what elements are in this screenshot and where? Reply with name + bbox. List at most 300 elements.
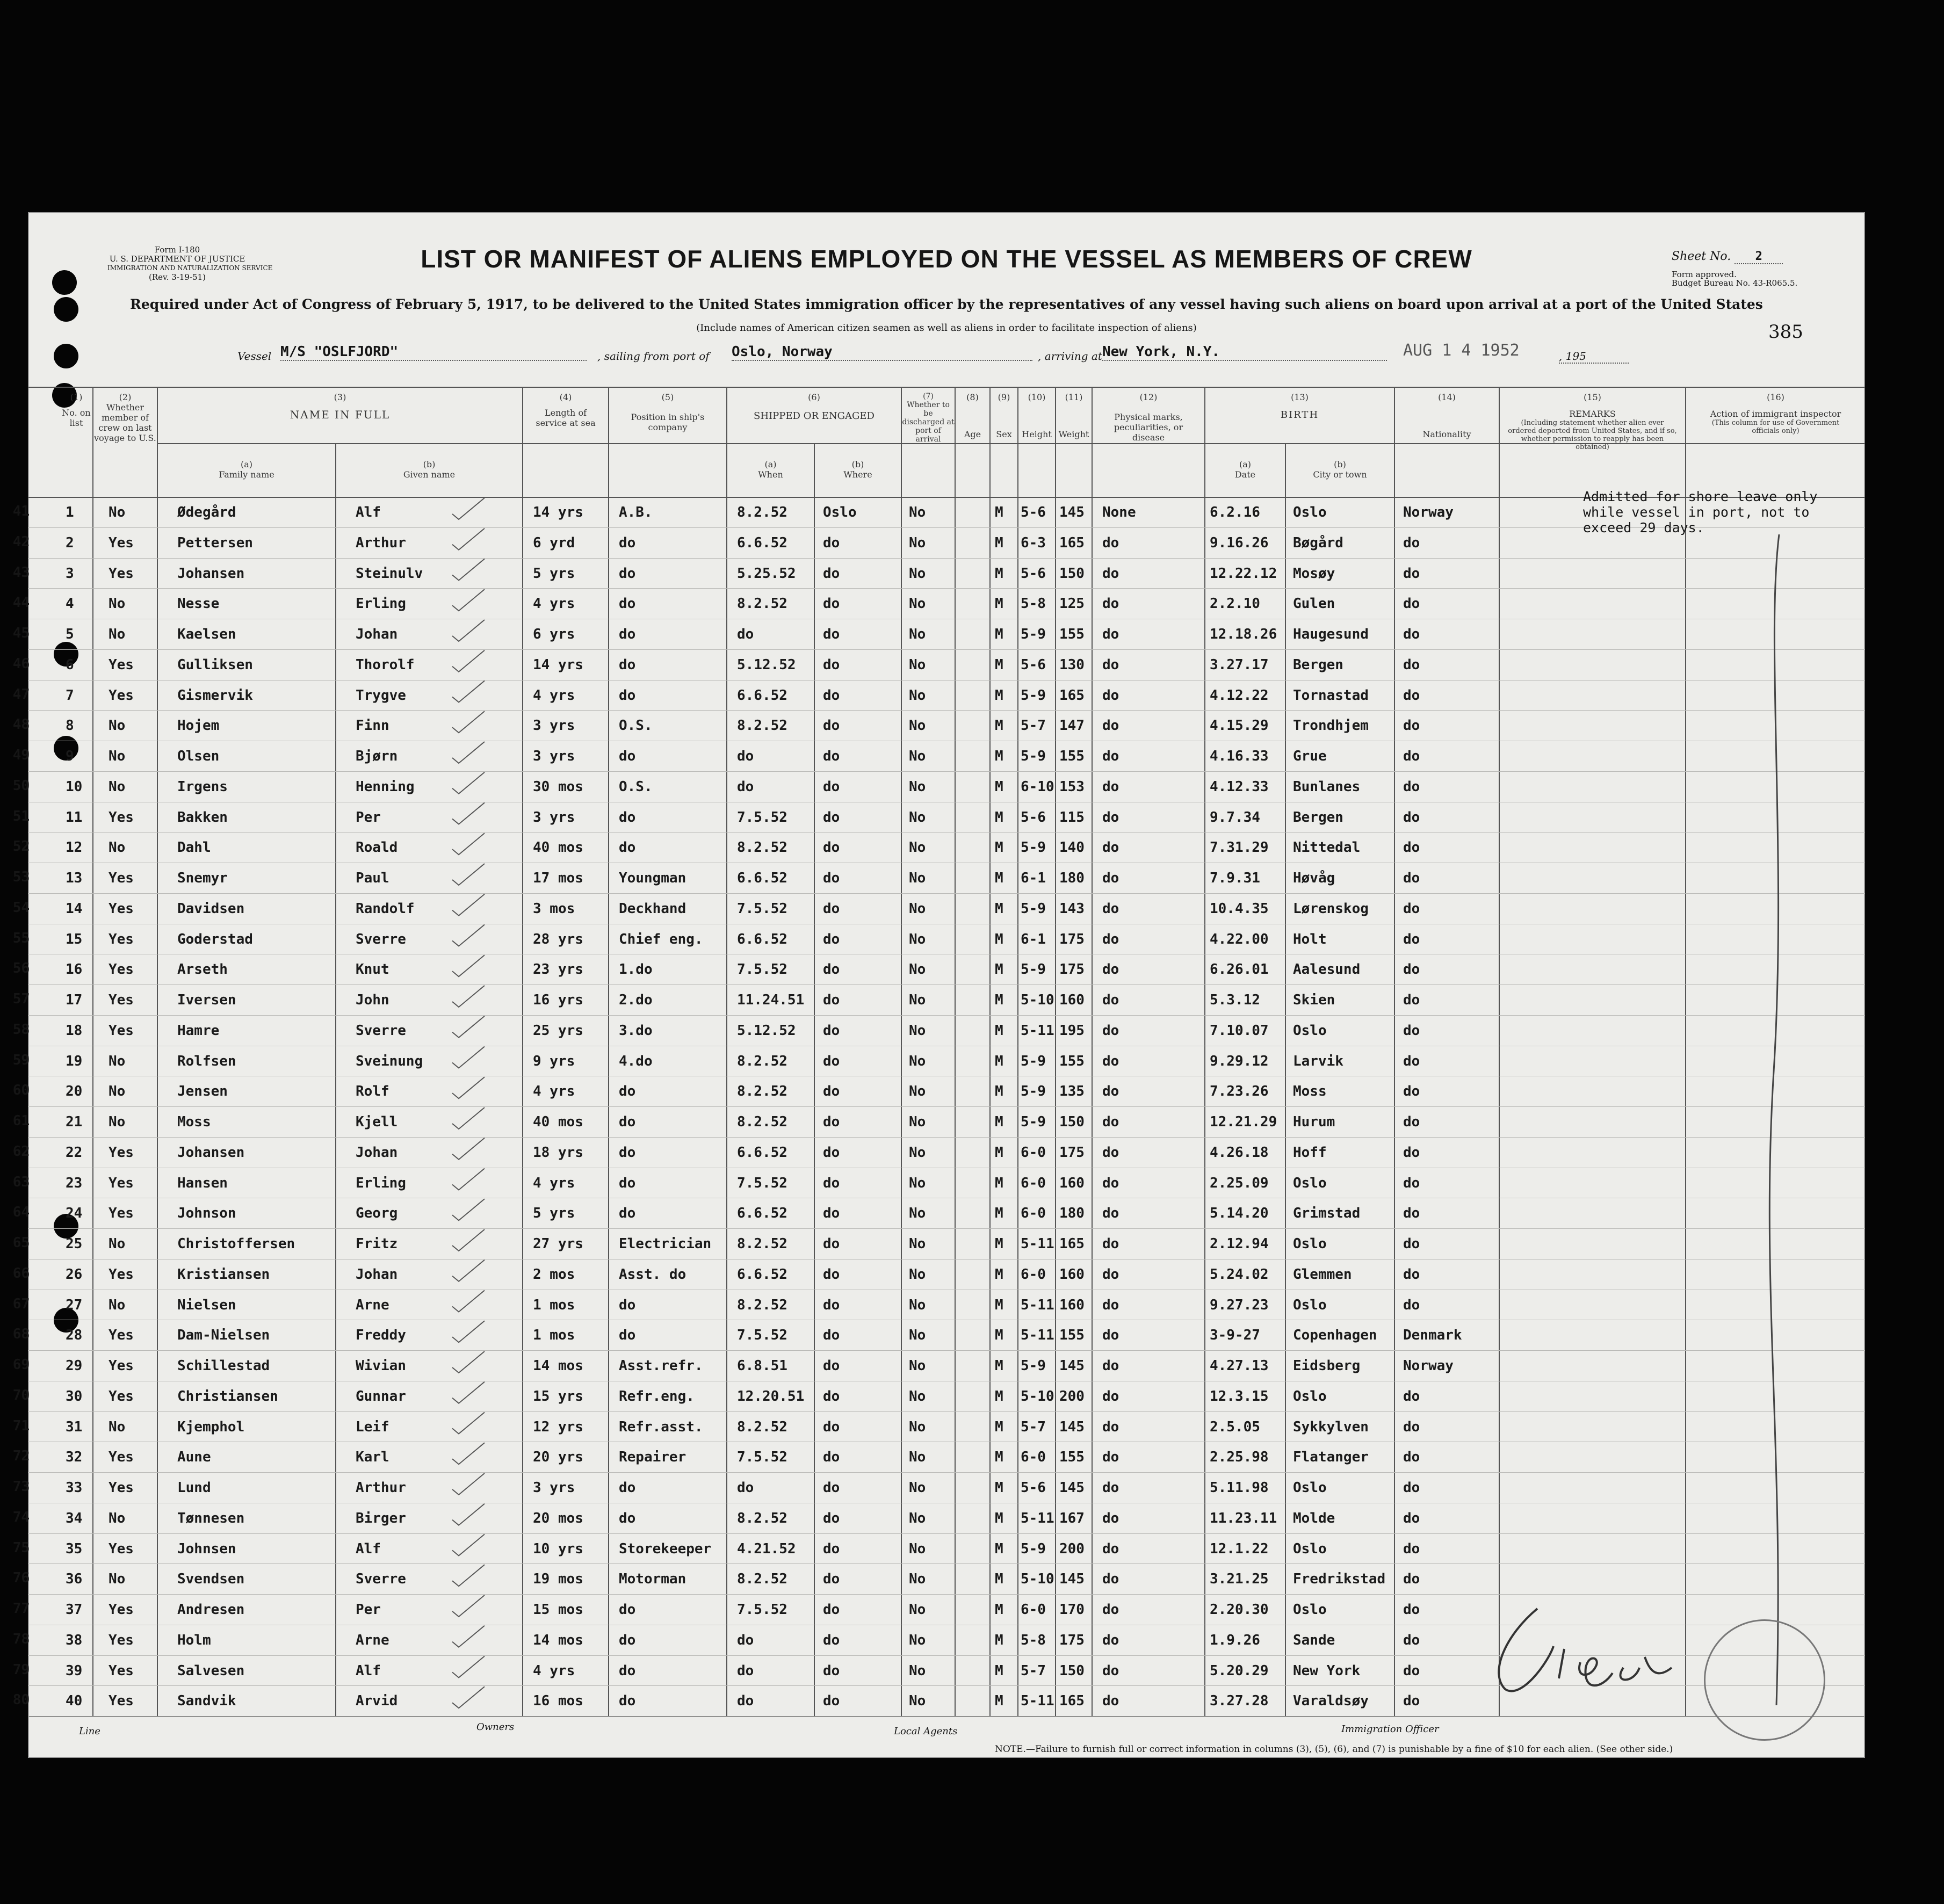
service-length-cell: 4 yrs [533,1083,575,1100]
family-name-cell: Rolfsen [177,1053,236,1069]
check-mark [452,1229,485,1251]
given-name-cell: Gunnar [356,1388,406,1405]
line-number: 68 [12,1326,30,1343]
sheet-no-label [1672,250,1783,264]
prev-voyage-cell: Yes [109,1175,134,1191]
shipped-where-cell: do [823,626,840,642]
check-mark [452,650,485,672]
nationality-cell: do [1403,1114,1420,1130]
prev-voyage-cell: Yes [109,1602,134,1618]
list-number-cell: 18 [66,1022,83,1039]
line-number: 54 [12,899,30,916]
family-name-cell: Nielsen [177,1297,236,1313]
table-row [12,924,1865,955]
family-name-cell: Lund [177,1480,211,1496]
weight-cell: 175 [1059,1632,1085,1648]
weight-cell: 155 [1059,1327,1085,1344]
given-name-cell: Sverre [356,1571,406,1588]
line-number: 56 [12,960,30,977]
nationality-cell: do [1403,1693,1420,1710]
sex-cell: M [995,1358,1003,1374]
sex-cell: M [995,1053,1003,1069]
sex-cell: M [995,1175,1003,1191]
table-row [12,984,1865,1016]
given-name-cell: Per [356,1602,381,1618]
given-name-cell: Sverre [356,1022,406,1039]
list-number-cell: 23 [66,1175,83,1191]
nationality-cell: do [1403,1236,1420,1252]
departure-port: Oslo, Norway [732,344,1032,361]
given-name-cell: Birger [356,1510,406,1526]
sex-cell: M [995,1297,1003,1313]
birth-city-cell: Gulen [1293,596,1335,612]
table-row [12,863,1865,894]
nationality-cell: do [1403,596,1420,612]
list-number-cell: 36 [66,1571,83,1588]
birth-date-cell: 3.27.28 [1210,1693,1269,1710]
check-mark [452,1565,485,1586]
family-name-cell: Jensen [177,1083,228,1100]
nationality-cell: do [1403,1602,1420,1618]
family-name-cell: Kristiansen [177,1266,270,1283]
weight-cell: 160 [1059,1175,1085,1191]
height-cell: 6-10 [1021,778,1054,795]
prev-voyage-cell: Yes [109,900,134,917]
weight-cell: 155 [1059,1053,1085,1069]
list-number-cell: 29 [66,1358,83,1374]
service-line: IMMIGRATION AND NATURALIZATION SERVICE [107,264,273,272]
discharge-cell: No [909,1510,926,1526]
arrival-port: New York, N.Y. [1102,344,1387,361]
discharge-cell: No [909,1144,926,1161]
line-number: 57 [12,991,30,1007]
family-name-cell: Gulliksen [177,656,253,673]
height-cell: 6-3 [1021,534,1046,551]
nationality-cell: do [1403,961,1420,978]
birth-city-cell: Hurum [1293,1114,1335,1130]
table-top-rule [28,387,1865,388]
shipped-where-cell: do [823,1662,840,1679]
shipped-where-cell: do [823,931,840,947]
check-mark [452,589,485,611]
shipped-where-cell: do [823,1480,840,1496]
line-number: 70 [12,1387,30,1403]
table-row [12,1259,1865,1290]
family-name-cell: Tønnesen [177,1510,245,1526]
check-mark [452,1291,485,1312]
check-mark [452,955,485,976]
birth-city-cell: Tornastad [1293,687,1369,704]
sex-cell: M [995,778,1003,795]
family-name-cell: Bakken [177,809,228,826]
weight-cell: 130 [1059,656,1085,673]
table-row [12,619,1865,650]
weight-cell: 147 [1059,718,1085,734]
height-cell: 5-10 [1021,1388,1054,1405]
discharge-cell: No [909,1358,926,1374]
marks-cell: do [1102,1418,1119,1435]
col3a-header: (a) Family name [219,459,274,480]
nationality-cell: do [1403,1418,1420,1435]
nationality-cell: do [1403,1083,1420,1100]
given-name-cell: Erling [356,596,406,612]
birth-date-cell: 4.12.22 [1210,687,1269,704]
shipped-when-cell: 7.5.52 [737,961,787,978]
nationality-cell: do [1403,1266,1420,1283]
list-number-cell: 20 [66,1083,83,1100]
table-row [12,588,1865,619]
birth-city-cell: Oslo [1293,1297,1327,1313]
position-cell: Asst. do [619,1266,686,1283]
subtitle: Required under Act of Congress of February 5, 1917, to be delivered to the United States immigration officer by the representatives of any vessel having such aliens on board upon arrival at a port of the United States [130,296,1763,312]
discharge-cell: No [909,1662,926,1679]
shipped-when-cell: do [737,1480,754,1496]
shipped-when-cell: 8.2.52 [737,596,787,612]
shipped-when-cell: 8.2.52 [737,1297,787,1313]
family-name-cell: Dam-Nielsen [177,1327,270,1344]
prev-voyage-cell: Yes [109,1388,134,1405]
marks-cell: do [1102,1297,1119,1313]
officer-signature [1473,1598,1677,1705]
table-row [12,832,1865,863]
given-name-cell: Erling [356,1175,406,1191]
line-number: 80 [12,1692,30,1708]
family-name-cell: Christoffersen [177,1236,295,1252]
prev-voyage-cell: No [109,1053,126,1069]
service-length-cell: 14 yrs [533,504,583,520]
birth-date-cell: 2.25.98 [1210,1449,1269,1466]
shipped-where-cell: do [823,1632,840,1648]
vessel-name: M/S "OSLFJORD" [280,344,587,361]
discharge-cell: No [909,1571,926,1588]
shipped-when-cell: 7.5.52 [737,1327,787,1344]
discharge-cell: No [909,1114,926,1130]
weight-cell: 150 [1059,565,1085,582]
table-row [12,1228,1865,1259]
service-length-cell: 5 yrs [533,1205,575,1222]
shipped-where-cell: do [823,1693,840,1710]
line-number: 59 [12,1052,30,1068]
given-name-cell: Arthur [356,1480,406,1496]
prev-voyage-cell: Yes [109,1022,134,1039]
sex-cell: M [995,748,1003,764]
col13a-header: (a) Date [1234,459,1256,480]
arriving-label: , arriving at [1038,350,1102,363]
weight-cell: 135 [1059,1083,1085,1100]
discharge-cell: No [909,1053,926,1069]
height-cell: 5-9 [1021,900,1046,917]
list-number-cell: 37 [66,1602,83,1618]
list-number-cell: 15 [66,931,83,947]
marks-cell: do [1102,1358,1119,1374]
list-number-cell: 40 [66,1693,83,1710]
shipped-where-cell: do [823,809,840,826]
col12-header: (12) Physical marks, peculiarities, or disease [1114,392,1183,443]
line-number: 65 [12,1235,30,1251]
shipped-where-cell: do [823,1083,840,1100]
discharge-cell: No [909,1449,926,1466]
position-cell: do [619,1144,636,1161]
prev-voyage-cell: Yes [109,565,134,582]
prev-voyage-cell: Yes [109,1632,134,1648]
position-cell: do [619,1114,636,1130]
check-mark [452,1321,485,1342]
table-row [12,802,1865,833]
shipped-where-cell: do [823,1449,840,1466]
line-number: 46 [12,655,30,672]
weight-cell: 150 [1059,1662,1085,1679]
weight-cell: 160 [1059,992,1085,1008]
weight-cell: 167 [1059,1510,1085,1526]
line-number: 44 [12,595,30,611]
marks-cell: do [1102,1205,1119,1222]
table-row [12,1168,1865,1199]
prev-voyage-cell: Yes [109,870,134,886]
prev-voyage-cell: No [109,1510,126,1526]
given-name-cell: Knut [356,961,389,978]
family-name-cell: Johansen [177,1144,245,1161]
page-title: LIST OR MANIFEST OF ALIENS EMPLOYED ON THE VESSEL AS MEMBERS OF CREW [421,245,1472,273]
birth-date-cell: 2.20.30 [1210,1602,1269,1618]
revision-line: (Rev. 3-19-51) [149,272,206,282]
shipped-where-cell: do [823,748,840,764]
col13b-header: (b) City or town [1313,459,1367,480]
shipped-when-cell: 8.2.52 [737,1418,787,1435]
family-name-cell: Holm [177,1632,211,1648]
marks-cell: do [1102,900,1119,917]
nationality-cell: do [1403,565,1420,582]
birth-date-cell: 9.27.23 [1210,1297,1269,1313]
table-row [12,649,1865,680]
list-number-cell: 35 [66,1540,83,1557]
marks-cell: do [1102,1083,1119,1100]
list-number-cell: 5 [66,626,74,642]
birth-date-cell: 3-9-27 [1210,1327,1260,1344]
weight-cell: 195 [1059,1022,1085,1039]
birth-date-cell: 4.16.33 [1210,748,1269,764]
line-number: 64 [12,1204,30,1221]
shipped-when-cell: 5.12.52 [737,656,796,673]
sex-cell: M [995,1205,1003,1222]
line-number: 58 [12,1021,30,1038]
table-row [12,1381,1865,1412]
discharge-cell: No [909,1632,926,1648]
height-cell: 6-0 [1021,1602,1046,1618]
service-length-cell: 25 yrs [533,1022,583,1039]
table-row [12,893,1865,924]
prev-voyage-cell: Yes [109,656,134,673]
birth-city-cell: Sykkylven [1293,1418,1369,1435]
line-number: 77 [12,1601,30,1617]
service-length-cell: 14 mos [533,1358,583,1374]
given-name-cell: Arne [356,1297,389,1313]
shipped-when-cell: 8.2.52 [737,1083,787,1100]
check-mark [452,498,485,519]
birth-date-cell: 2.25.09 [1210,1175,1269,1191]
prev-voyage-cell: Yes [109,1205,134,1222]
discharge-cell: No [909,778,926,795]
inspection-stamp [1704,1619,1825,1741]
height-cell: 5-6 [1021,656,1046,673]
position-cell: do [619,839,636,856]
position-cell: 4.do [619,1053,653,1069]
discharge-cell: No [909,1602,926,1618]
check-mark [452,1260,485,1282]
line-number: 73 [12,1479,30,1495]
col13-header: (13) BIRTH [1280,392,1319,421]
check-mark [452,803,485,824]
sex-cell: M [995,1602,1003,1618]
check-mark [452,833,485,855]
birth-date-cell: 4.26.18 [1210,1144,1269,1161]
position-cell: do [619,656,636,673]
given-name-cell: Per [356,809,381,826]
shipped-when-cell: 6.6.52 [737,687,787,704]
nationality-cell: do [1403,718,1420,734]
shipped-where-cell: do [823,900,840,917]
marks-cell: do [1102,718,1119,734]
shipped-when-cell: 6.6.52 [737,1205,787,1222]
discharge-cell: No [909,1175,926,1191]
sex-cell: M [995,1662,1003,1679]
shipped-when-cell: 8.2.52 [737,718,787,734]
position-cell: Refr.eng. [619,1388,695,1405]
col6-header: (6) SHIPPED OR ENGAGED [754,392,875,422]
shipped-where-cell: do [823,1236,840,1252]
birth-date-cell: 9.29.12 [1210,1053,1269,1069]
height-cell: 5-10 [1021,992,1054,1008]
height-cell: 5-9 [1021,626,1046,642]
prev-voyage-cell: Yes [109,1144,134,1161]
service-length-cell: 15 mos [533,1602,583,1618]
family-name-cell: Johnson [177,1205,236,1222]
service-length-cell: 1 mos [533,1297,575,1313]
marks-cell: do [1102,1327,1119,1344]
col14-header: (14) Nationality [1422,392,1471,439]
shipped-where-cell: do [823,961,840,978]
height-cell: 6-1 [1021,931,1046,947]
height-cell: 5-6 [1021,809,1046,826]
given-name-cell: Arthur [356,534,406,551]
birth-city-cell: Bergen [1293,656,1343,673]
nationality-cell: do [1403,626,1420,642]
height-cell: 5-11 [1021,1327,1054,1344]
weight-cell: 200 [1059,1540,1085,1557]
position-cell: do [619,626,636,642]
table-row [12,954,1865,985]
list-number-cell: 31 [66,1418,83,1435]
marks-cell: do [1102,1236,1119,1252]
check-mark [452,711,485,733]
service-length-cell: 9 yrs [533,1053,575,1069]
family-name-cell: Snemyr [177,870,228,886]
height-cell: 6-0 [1021,1266,1046,1283]
nationality-cell: do [1403,1662,1420,1679]
check-mark [452,559,485,581]
marks-cell: do [1102,1144,1119,1161]
discharge-cell: No [909,1297,926,1313]
birth-city-cell: Flatanger [1293,1449,1369,1466]
line-number: 42 [12,533,30,550]
prev-voyage-cell: Yes [109,1266,134,1283]
shipped-when-cell: 6.6.52 [737,534,787,551]
prev-voyage-cell: No [109,1114,126,1130]
shipped-where-cell: do [823,718,840,734]
given-name-cell: Randolf [356,900,415,917]
birth-date-cell: 4.15.29 [1210,718,1269,734]
position-cell: do [619,1632,636,1648]
family-name-cell: Johansen [177,565,245,582]
shipped-when-cell: 8.2.52 [737,1236,787,1252]
shipped-when-cell: do [737,748,754,764]
height-cell: 5-11 [1021,1022,1054,1039]
check-mark [452,894,485,916]
position-cell: A.B. [619,504,653,520]
birth-city-cell: Oslo [1293,1388,1327,1405]
weight-cell: 180 [1059,1205,1085,1222]
birth-city-cell: Aalesund [1293,961,1361,978]
service-length-cell: 15 yrs [533,1388,583,1405]
shipped-where-cell: do [823,1571,840,1588]
discharge-cell: No [909,596,926,612]
col1-header: (1) No. on list [62,392,91,428]
footer-note: NOTE.—Failure to furnish full or correct information in columns (3), (5), (6), and (7) is punishable by a fine of $10 for each alien. (See other side.) [995,1744,1673,1755]
weight-cell: 145 [1059,1571,1085,1588]
sex-cell: M [995,809,1003,826]
list-number-cell: 26 [66,1266,83,1283]
list-number-cell: 24 [66,1205,83,1222]
birth-date-cell: 2.5.05 [1210,1418,1260,1435]
year-suffix: , 195 [1559,350,1629,364]
list-number-cell: 4 [66,596,74,612]
check-mark [452,925,485,946]
nationality-cell: do [1403,1510,1420,1526]
sex-cell: M [995,900,1003,917]
subnote: (Include names of American citizen seamen as well as aliens in order to facilitate inspection of aliens) [696,322,1197,334]
height-cell: 6-1 [1021,870,1046,886]
birth-city-cell: Eidsberg [1293,1358,1361,1374]
position-cell: do [619,1602,636,1618]
birth-date-cell: 4.12.33 [1210,778,1269,795]
birth-date-cell: 9.7.34 [1210,809,1260,826]
birth-date-cell: 12.1.22 [1210,1540,1269,1557]
nationality-cell: do [1403,1297,1420,1313]
shipped-when-cell: do [737,1632,754,1648]
nationality-cell: do [1403,992,1420,1008]
prev-voyage-cell: Yes [109,1358,134,1374]
height-cell: 5-7 [1021,1418,1046,1435]
discharge-cell: No [909,1083,926,1100]
birth-city-cell: Fredrikstad [1293,1571,1386,1588]
height-cell: 5-11 [1021,1297,1054,1313]
height-cell: 5-9 [1021,1083,1046,1100]
discharge-cell: No [909,839,926,856]
weight-cell: 165 [1059,687,1085,704]
sex-cell: M [995,718,1003,734]
remarks-text: Admitted for shore leave only while vessel in port, not to exceed 29 days. [1583,489,1818,535]
position-cell: Electrician [619,1236,712,1252]
shipped-when-cell: 8.2.52 [737,504,787,520]
service-length-cell: 27 yrs [533,1236,583,1252]
position-cell: O.S. [619,778,653,795]
line-number: 43 [12,564,30,581]
weight-cell: 153 [1059,778,1085,795]
sheet-number: 2 [1735,250,1783,264]
shipped-when-cell: 8.2.52 [737,1114,787,1130]
shipped-when-cell: 8.2.52 [737,839,787,856]
table-row [12,1076,1865,1107]
sex-cell: M [995,656,1003,673]
